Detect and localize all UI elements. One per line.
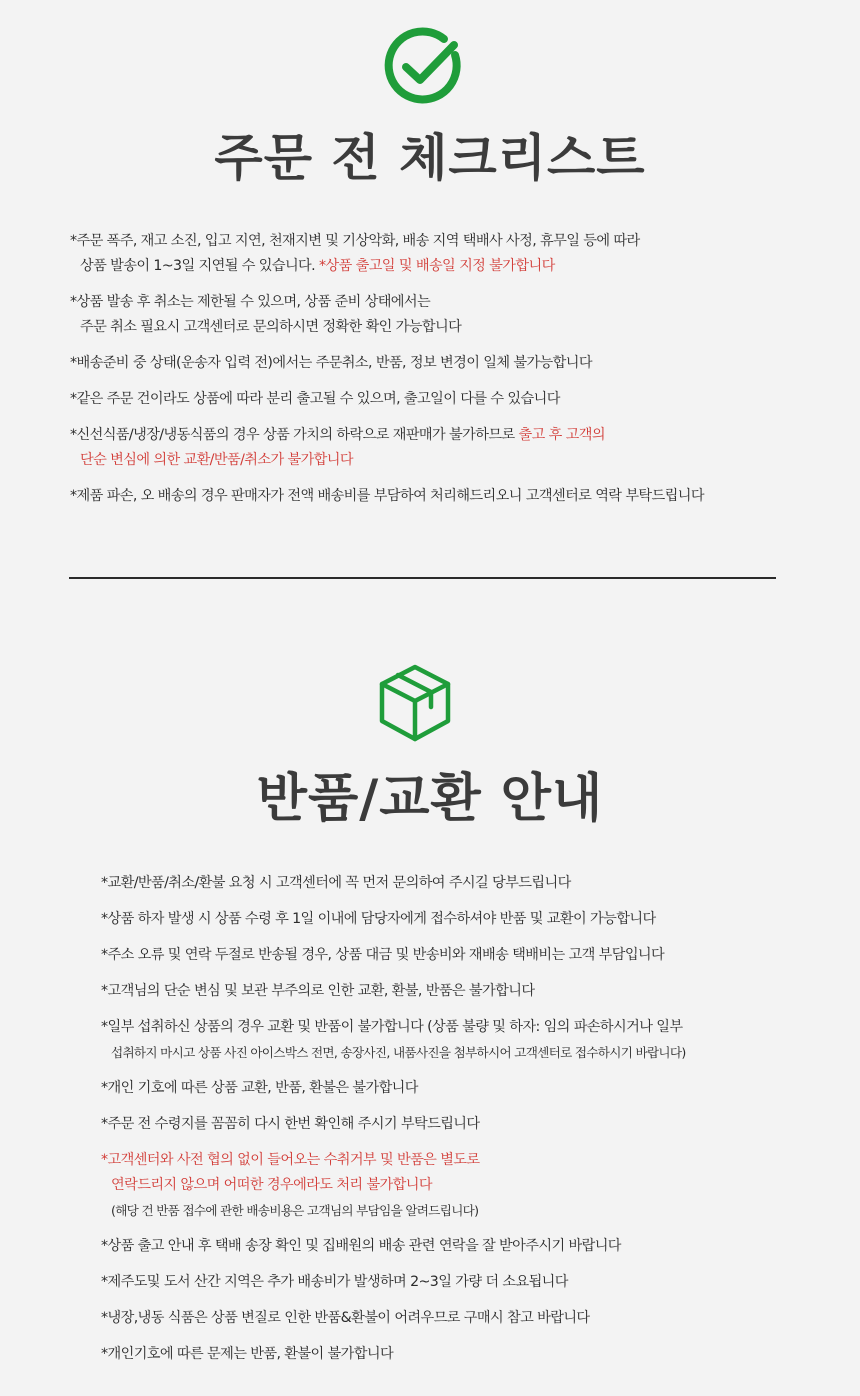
list-item: *제품 파손, 오 배송의 경우 판매자가 전액 배송비를 부담하여 처리해드리오니 고객센터로 역락 부탁드립니다 [70,488,704,504]
list-item: *상품 하자 발생 시 상품 수령 후 1일 이내에 담당자에게 접수하셔야 반품 및 교환이 가능합니다 [101,911,656,927]
list-item: *제주도및 도서 산간 지역은 추가 배송비가 발생하며 2~3일 가량 더 소요됩니다 [101,1274,568,1290]
list-item: *배송준비 중 상태(운송자 입력 전)에서는 주문취소, 반품, 정보 변경이 일체 불가능합니다 [70,355,592,371]
return-exchange-title: 반품/교환 안내 [256,769,604,829]
list-item: *주문 폭주, 재고 소진, 입고 지연, 천재지변 및 기상악화, 배송 지역 택배사 사정, 휴무일 등에 따라 상품 발송이 1~3일 지연될 수 있습니다. *상품 출고일 및 배송일 지정 불가합니다 [70,233,640,274]
list-item: *상품 출고 안내 후 택배 송장 확인 및 집배원의 배송 관련 연락을 잘 받아주시기 바랍니다 [101,1238,621,1254]
list-item: *같은 주문 건이라도 상품에 따라 분리 출고될 수 있으며, 출고일이 다를 수 있습니다 [70,391,560,407]
list-item: *개인 기호에 따른 상품 교환, 반품, 환불은 불가합니다 [101,1080,418,1096]
checklist-list [70,229,830,520]
list-item: *주소 오류 및 연락 두절로 반송될 경우, 상품 대금 및 반송비와 재배송 택배비는 고객 부담입니다 [101,947,665,963]
list-item: *상품 발송 후 취소는 제한될 수 있으며, 상품 준비 상태에서는 주문 취소 필요시 고객센터로 문의하시면 정확한 확인 가능합니다 [70,294,462,335]
list-item: *고객센터와 사전 협의 없이 들어오는 수취거부 및 반품은 별도로 연락드리지 않으며 어떠한 경우에라도 처리 불가합니다 (해당 건 반품 접수에 관한 배송비용은 고객님의 부담임을 알려드립니다) [101,1152,480,1218]
list-item: *고객님의 단순 변심 및 보관 부주의로 인한 교환, 환불, 반품은 불가합니다 [101,983,535,999]
check-circle-icon [382,25,464,107]
section-divider [69,577,776,579]
list-item: *냉장,냉동 식품은 상품 변질로 인한 반품&환불이 어려우므로 구매시 참고 바랍니다 [101,1310,590,1326]
list-item: *개인기호에 따른 문제는 반품, 환불이 불가합니다 [101,1346,394,1362]
checklist-title: 주문 전 체크리스트 [214,129,646,187]
return-exchange-list [101,871,841,1378]
list-item: *교환/반품/취소/환불 요청 시 고객센터에 꼭 먼저 문의하여 주시길 당부드립니다 [101,875,571,891]
list-item: *신선식품/냉장/냉동식품의 경우 상품 가치의 하락으로 재판매가 불가하므로 출고 후 고객의 단순 변심에 의한 교환/반품/취소가 불가합니다 [70,427,605,468]
list-item: *일부 섭취하신 상품의 경우 교환 및 반품이 불가합니다 (상품 불량 및 하자: 임의 파손하시거나 일부 섭취하지 마시고 상품 사진 아이스박스 전면, 송장사진, 내품사진을 첨부하시어 고객센터로 접수하시기 바랍니다) [101,1019,686,1060]
list-item: *주문 전 수령지를 꼼꼼히 다시 한번 확인해 주시기 부탁드립니다 [101,1116,480,1132]
box-icon [378,663,452,743]
